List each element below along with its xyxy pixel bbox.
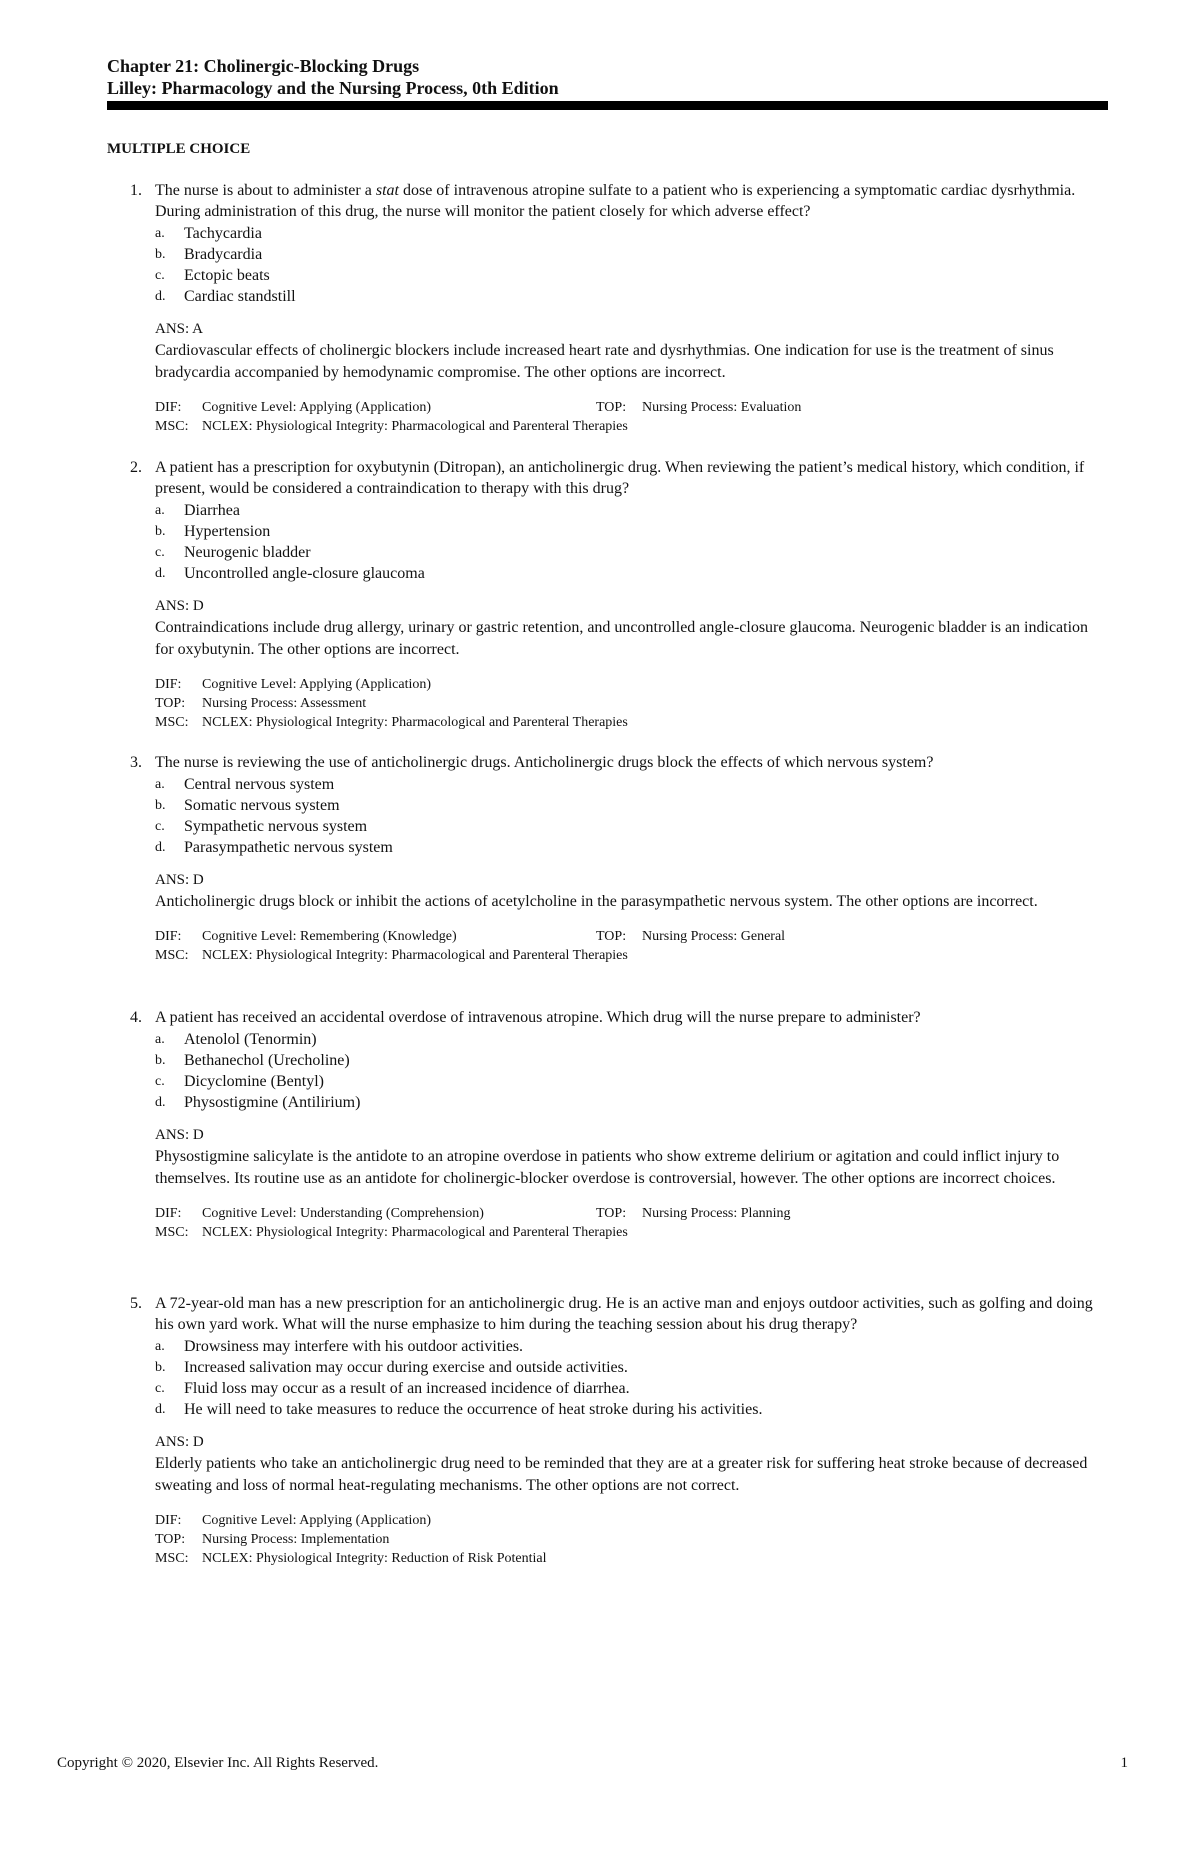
page-footer <box>57 1755 1128 1772</box>
option-a: a. Central nervous system <box>155 776 335 793</box>
answer-key: ANS: D <box>155 1127 204 1143</box>
option-b: b. Hypertension <box>155 523 271 540</box>
question-5 <box>130 1293 1105 1568</box>
question-meta: DIF: Cognitive Level: Remembering (Knowledge) TOP: Nursing Process: General MSC: NCLEX: Physiological Integrity: Pharmacological and Parenteral Therapies <box>155 929 786 963</box>
book-title: Lilley: Pharmacology and the Nursing Process, 0th Edition <box>107 78 559 98</box>
option-c: c. Dicyclomine (Bentyl) <box>155 1073 324 1090</box>
option-d: d. Cardiac standstill <box>155 288 296 305</box>
option-c: c. Neurogenic bladder <box>155 544 311 561</box>
document-header <box>107 55 1107 99</box>
question-text: A 72-year-old man has a new prescription for an anticholinergic drug. He is an active man and enjoys outdoor activities, such as golfing and doing his own yard work. What will the nurse emphasize to him during the teaching session about his drug therapy? <box>155 1295 1093 1333</box>
question-meta: DIF: Cognitive Level: Applying (Application) TOP: Nursing Process: Implementation MSC: NCLEX: Physiological Integrity: Reduction of Risk Potential <box>155 1513 547 1566</box>
option-b: b. Bradycardia <box>155 246 263 263</box>
question-number: 2. <box>130 459 142 476</box>
rationale: Contraindications include drug allergy, urinary or gastric retention, and uncontrolled angle-closure glaucoma. Neurogenic bladder is an indication for oxybutynin. The other options are incorrect. <box>155 619 1089 658</box>
option-c: c. Fluid loss may occur as a result of an increased incidence of diarrhea. <box>155 1380 630 1397</box>
option-b: b. Somatic nervous system <box>155 797 340 814</box>
option-b: b. Increased salivation may occur during exercise and outside activities. <box>155 1359 628 1376</box>
question-meta: DIF: Cognitive Level: Applying (Application) TOP: Nursing Process: Assessment MSC: NCLEX: Physiological Integrity: Pharmacological and Parenteral Therapies <box>155 677 628 730</box>
question-meta: DIF: Cognitive Level: Applying (Application) TOP: Nursing Process: Evaluation MSC: NCLEX: Physiological Integrity: Pharmacological and Parenteral Therapies <box>155 400 802 434</box>
question-text: The nurse is reviewing the use of anticholinergic drugs. Anticholinergic drugs block the effects of which nervous system? <box>155 754 934 771</box>
option-list <box>155 1336 1105 1420</box>
question-3 <box>130 752 1105 965</box>
question-text: The nurse is about to administer a stat dose of intravenous atropine sulfate to a patient who is experiencing a symptomatic cardiac dysrhythmia. During administration of this drug, the nurse will monitor the patient closely for which adverse effect? <box>155 182 1076 220</box>
option-d: d. Parasympathetic nervous system <box>155 839 393 856</box>
rationale: Elderly patients who take an anticholinergic drug need to be reminded that they are at a greater risk for suffering heat stroke because of decreased sweating and loss of normal heat-regulating mechanisms. The other options are not correct. <box>155 1455 1088 1494</box>
page-number: 1 <box>1120 1755 1128 1771</box>
section-title: MULTIPLE CHOICE <box>107 141 251 157</box>
option-d: d. Uncontrolled angle-closure glaucoma <box>155 565 425 582</box>
question-number: 1. <box>130 182 142 199</box>
question-2 <box>130 457 1105 732</box>
option-a: a. Diarrhea <box>155 502 240 519</box>
question-4 <box>130 1007 1105 1242</box>
question-number: 5. <box>130 1295 142 1312</box>
header-rule <box>107 101 1108 110</box>
answer-key: ANS: A <box>155 321 203 337</box>
option-d: d. Physostigmine (Antilirium) <box>155 1094 361 1111</box>
question-1 <box>130 180 1105 436</box>
question-number: 4. <box>130 1009 142 1026</box>
answer-key: ANS: D <box>155 598 204 614</box>
option-list <box>155 500 1105 584</box>
option-b: b. Bethanechol (Urecholine) <box>155 1052 350 1069</box>
rationale: Physostigmine salicylate is the antidote to an atropine overdose in patients who show extreme delirium or agitation and could inflict injury to themselves. Its routine use as an antidote for cholinergic-blocker overdose is controversial, however. The other options are incorrect choices. <box>155 1148 1060 1187</box>
stat-emphasis: stat <box>375 182 399 199</box>
question-number: 3. <box>130 754 142 771</box>
option-a: a. Drowsiness may interfere with his outdoor activities. <box>155 1338 524 1355</box>
answer-key: ANS: D <box>155 872 204 888</box>
option-list <box>155 1029 1105 1113</box>
option-list <box>155 223 1105 307</box>
chapter-title: Chapter 21: Cholinergic-Blocking Drugs <box>107 56 420 76</box>
question-text: A patient has received an accidental overdose of intravenous atropine. Which drug will the nurse prepare to administer? <box>155 1009 921 1026</box>
option-list <box>155 774 1105 858</box>
answer-key: ANS: D <box>155 1434 204 1450</box>
rationale: Anticholinergic drugs block or inhibit the actions of acetylcholine in the parasympathetic nervous system. The other options are incorrect. <box>155 893 1038 910</box>
option-a: a. Tachycardia <box>155 225 262 242</box>
option-a: a. Atenolol (Tenormin) <box>155 1031 317 1048</box>
option-c: c. Ectopic beats <box>155 267 270 284</box>
option-c: c. Sympathetic nervous system <box>155 818 368 835</box>
question-meta: DIF: Cognitive Level: Understanding (Comprehension) TOP: Nursing Process: Planning MSC: NCLEX: Physiological Integrity: Pharmacological and Parenteral Therapies <box>155 1206 791 1240</box>
question-text: A patient has a prescription for oxybutynin (Ditropan), an anticholinergic drug. When reviewing the patient’s medical history, which condition, if present, would be considered a contraindication to therapy with this drug? <box>155 459 1085 497</box>
option-d: d. He will need to take measures to reduce the occurrence of heat stroke during his activities. <box>155 1401 763 1418</box>
copyright-notice: Copyright © 2020, Elsevier Inc. All Rights Reserved. <box>57 1755 379 1771</box>
rationale: Cardiovascular effects of cholinergic blockers include increased heart rate and dysrhythmias. One indication for use is the treatment of sinus bradycardia accompanied by hemodynamic compromise. The other options are incorrect. <box>155 342 1054 381</box>
